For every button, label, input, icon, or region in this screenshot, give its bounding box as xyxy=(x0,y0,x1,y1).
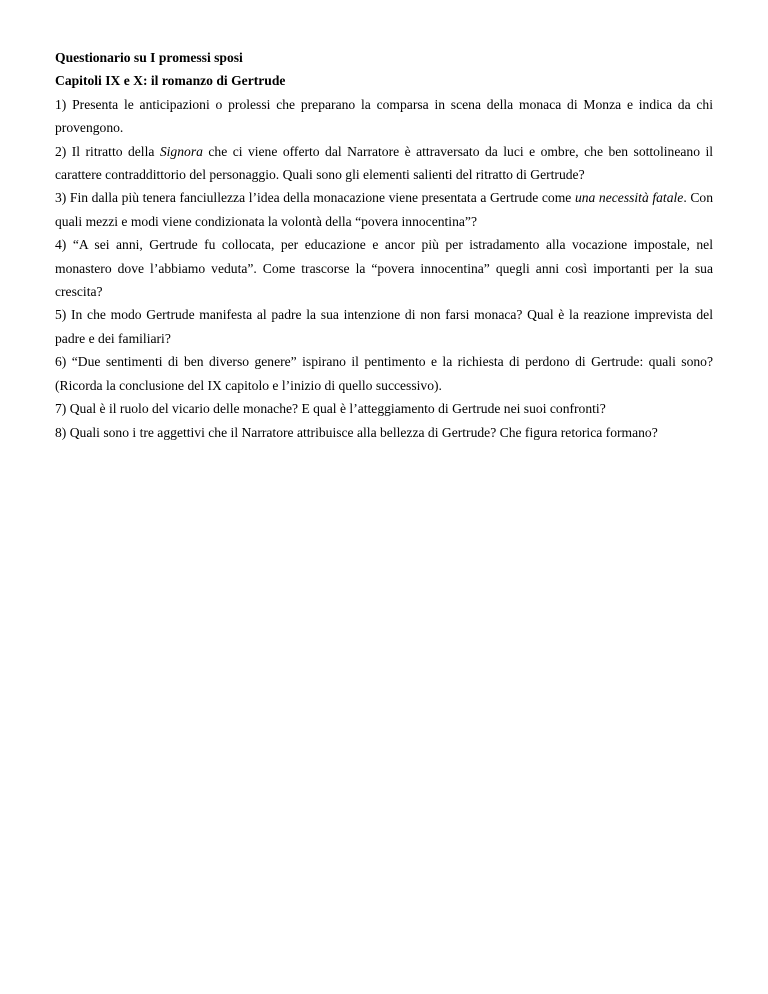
question-2-text-end: che ci viene offerto dal Narratore è attraversato da luci e ombre, che ben sottolineano il carattere contraddittorio del personaggio. Quali sono gli elementi salienti del ritratto di Gertrude? xyxy=(55,143,713,183)
question-3-text-start: 3) Fin dalla più tenera fanciullezza l’idea della monacazione viene presentata a Gertrude come xyxy=(55,190,575,206)
question-5: 5) In che modo Gertrude manifesta al padre la sua intenzione di non farsi monaca? Qual è la reazione imprevista del padre e dei familiari? xyxy=(55,307,713,346)
document-subtitle: Capitoli IX e X: il romanzo di Gertrude xyxy=(55,73,286,89)
question-7: 7) Qual è il ruolo del vicario delle monache? E qual è l’atteggiamento di Gertrude nei suoi confronti? xyxy=(55,401,606,417)
question-2-text-start: 2) Il ritratto della xyxy=(55,143,160,159)
question-8: 8) Quali sono i tre aggettivi che il Narratore attribuisce alla bellezza di Gertrude? Che figura retorica formano? xyxy=(55,424,658,440)
question-1: 1) Presenta le anticipazioni o prolessi che preparano la comparsa in scena della monaca di Monza e indica da chi provengono. xyxy=(55,96,713,136)
document-body xyxy=(55,46,713,444)
question-6: 6) “Due sentimenti di ben diverso genere” ispirano il pentimento e la richiesta di perdono di Gertrude: quali sono? (Ricorda la conclusione del IX capitolo e l’inizio di quello successivo). xyxy=(55,354,713,393)
question-4: 4) “A sei anni, Gertrude fu collocata, per educazione e ancor più per istradamento alla vocazione impostale, nel monastero dove l’abbiamo veduta”. Come trascorse la “povera innocentina” quegli anni così importanti per la sua crescita? xyxy=(55,237,713,300)
question-3-text-end: . Con quali mezzi e modi viene condizionata la volontà della “povera innocentina”? xyxy=(55,190,713,229)
question-3-emphasis: una necessità fatale xyxy=(574,190,684,206)
question-2-emphasis: Signora xyxy=(159,143,203,159)
question-2 xyxy=(55,140,713,187)
document-title: Questionario su I promessi sposi xyxy=(55,50,243,65)
question-3 xyxy=(55,186,713,233)
